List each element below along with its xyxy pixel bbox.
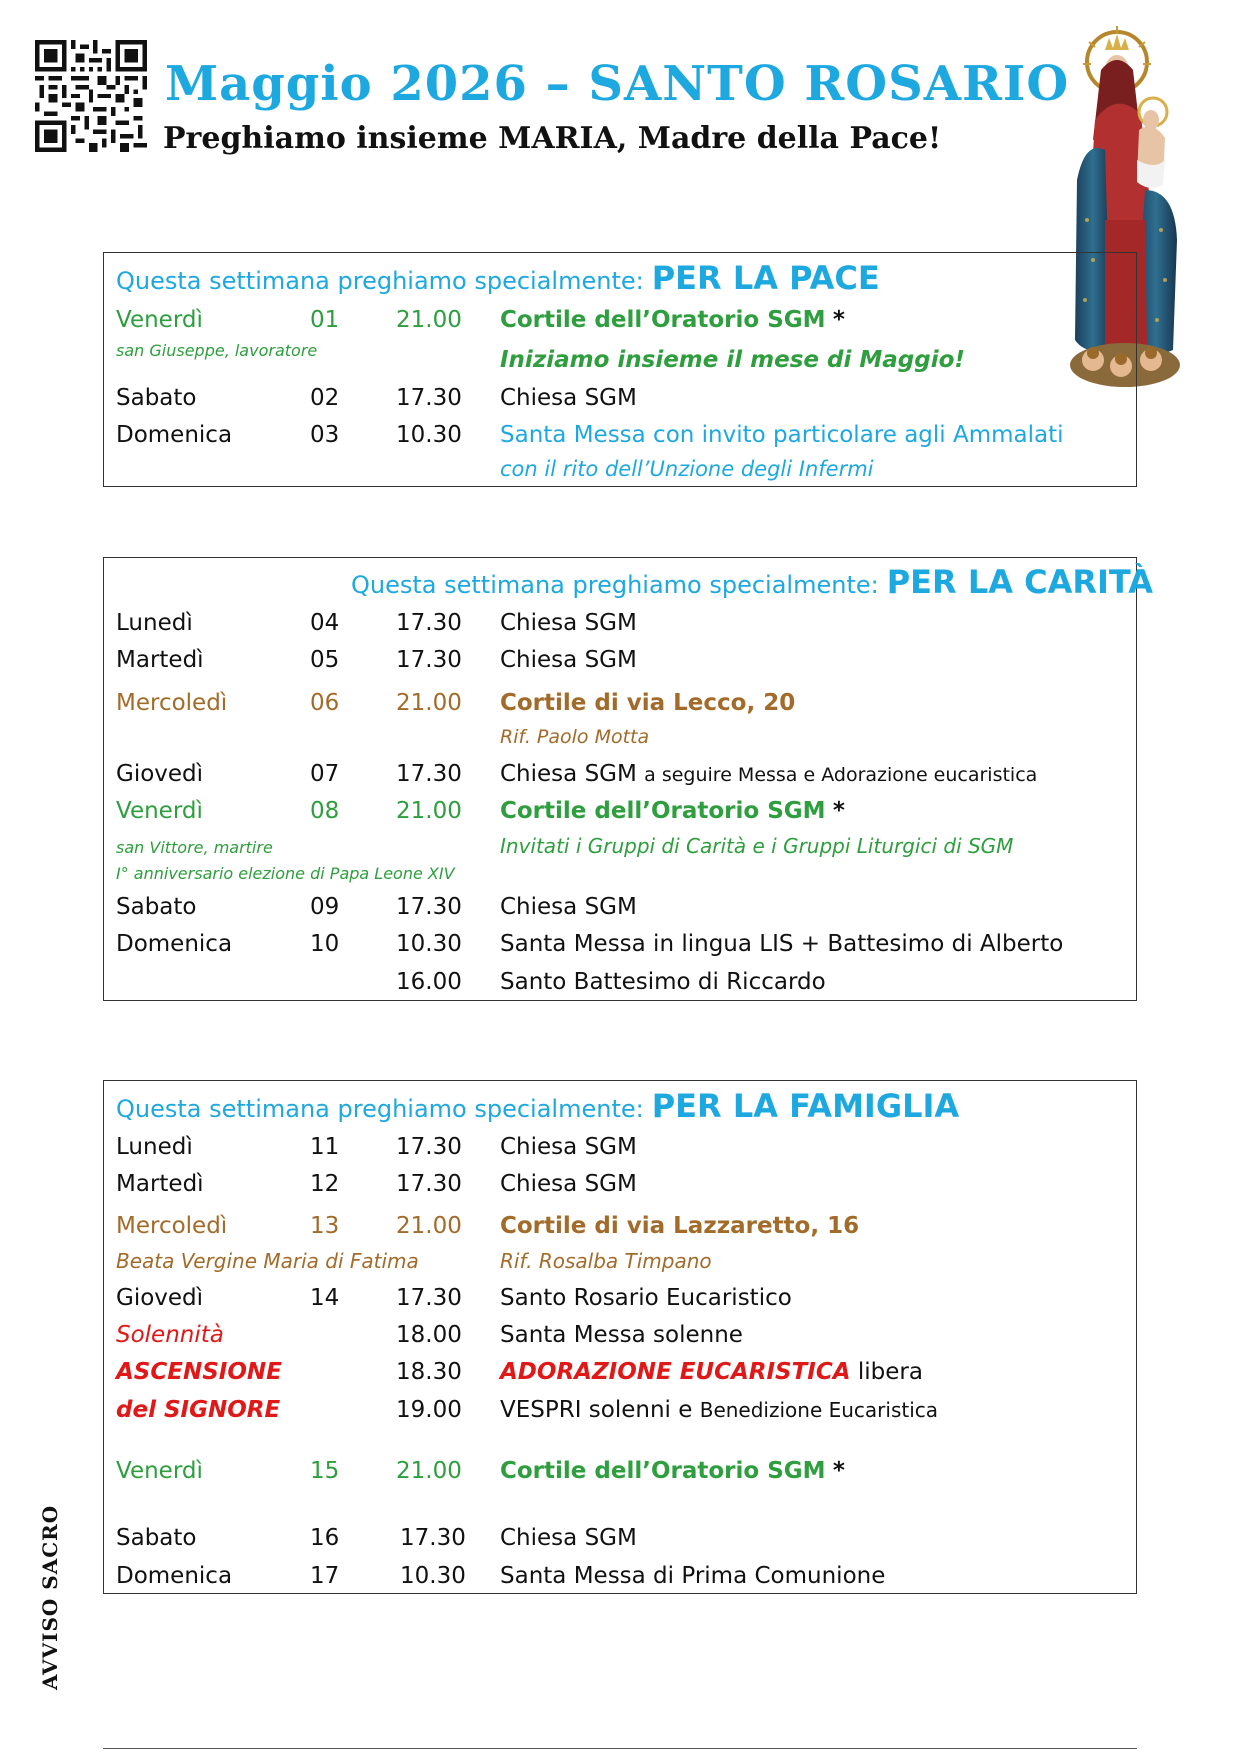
date-number: 08 <box>310 798 340 824</box>
date-number: 16 <box>310 1525 340 1551</box>
date-number: 04 <box>310 610 340 636</box>
time: 17.30 <box>400 1525 466 1551</box>
week2-row-3-extra: Rif. Paolo Motta <box>500 726 650 748</box>
page-title: Maggio 2026 – SANTO ROSARIO <box>165 56 1070 112</box>
description: Chiesa SGM <box>500 1134 637 1160</box>
time: 21.00 <box>396 1458 462 1484</box>
time: 17.30 <box>396 610 462 636</box>
time: 17.30 <box>396 761 462 787</box>
page-subtitle: Preghiamo insieme MARIA, Madre della Pace! <box>163 121 942 156</box>
day: del SIGNORE <box>116 1397 281 1423</box>
week2-row-5-note1: san Vittore, martire <box>116 838 273 857</box>
description: Cortile dell’Oratorio SGM * <box>500 307 845 333</box>
time: 21.00 <box>396 690 462 716</box>
time: 21.00 <box>396 798 462 824</box>
date-number: 05 <box>310 647 340 673</box>
description: Cortile di via Lazzaretto, 16 <box>500 1213 860 1239</box>
description: Chiesa SGM a seguire Messa e Adorazione eucaristica <box>500 761 1038 787</box>
description: Chiesa SGM <box>500 610 637 636</box>
date-number: 02 <box>310 385 340 411</box>
day: Mercoledì <box>116 690 228 716</box>
description: Chiesa SGM <box>500 647 637 673</box>
time: 18.00 <box>396 1322 462 1348</box>
day: Venerdì <box>116 307 203 333</box>
date-number: 14 <box>310 1285 340 1311</box>
time: 21.00 <box>396 1213 462 1239</box>
day: Venerdì <box>116 1458 203 1484</box>
week2-row-5-note2: I° anniversario elezione di Papa Leone XIV <box>116 864 455 883</box>
week3-row-3-extra: Rif. Rosalba Timpano <box>500 1249 712 1273</box>
date-number: 17 <box>310 1563 340 1589</box>
day: Domenica <box>116 1563 233 1589</box>
qr-code-icon <box>35 40 147 152</box>
description: VESPRI solenni e Benedizione Eucaristica <box>500 1397 939 1423</box>
day: Mercoledì <box>116 1213 228 1239</box>
time: 10.30 <box>396 931 462 957</box>
week3-row-3-note: Beata Vergine Maria di Fatima <box>116 1249 419 1273</box>
day: Giovedì <box>116 761 204 787</box>
description: Cortile dell’Oratorio SGM * <box>500 1458 845 1484</box>
time: 16.00 <box>396 969 462 995</box>
day: Lunedì <box>116 1134 193 1160</box>
description: Chiesa SGM <box>500 1171 637 1197</box>
week1-theme: PER LA PACE <box>651 259 880 297</box>
week2-intro: Questa settimana preghiamo specialmente: <box>351 571 879 599</box>
date-number: 03 <box>310 422 340 448</box>
week3-theme: PER LA FAMIGLIA <box>651 1087 960 1125</box>
time: 10.30 <box>400 1563 466 1589</box>
avviso-sacro-label: AVVISO SACRO <box>38 1504 62 1690</box>
date-number: 13 <box>310 1213 340 1239</box>
time: 17.30 <box>396 1285 462 1311</box>
day: Sabato <box>116 1525 197 1551</box>
time: 19.00 <box>396 1397 462 1423</box>
day: Sabato <box>116 385 197 411</box>
week1-row-1-note: san Giuseppe, lavoratore <box>116 341 318 360</box>
week2-header <box>351 563 1154 601</box>
description: Santa Messa di Prima Comunione <box>500 1563 886 1589</box>
day: Solennità <box>116 1322 224 1348</box>
time: 17.30 <box>396 1134 462 1160</box>
week1-row-1-extra: Iniziamo insieme il mese di Maggio! <box>500 347 965 373</box>
day: Giovedì <box>116 1285 204 1311</box>
description: Santa Messa con invito particolare agli Ammalati <box>500 422 1064 448</box>
description: Chiesa SGM <box>500 1525 637 1551</box>
description: Cortile dell’Oratorio SGM * <box>500 798 845 824</box>
description: Chiesa SGM <box>500 385 637 411</box>
date-number: 12 <box>310 1171 340 1197</box>
date-number: 11 <box>310 1134 340 1160</box>
week3-intro: Questa settimana preghiamo specialmente: <box>116 1095 644 1123</box>
day: Martedì <box>116 647 204 673</box>
description: ADORAZIONE EUCARISTICA libera <box>500 1359 923 1385</box>
day: Martedì <box>116 1171 204 1197</box>
time: 17.30 <box>396 1171 462 1197</box>
date-number: 07 <box>310 761 340 787</box>
day: Lunedì <box>116 610 193 636</box>
time: 18.30 <box>396 1359 462 1385</box>
day: Sabato <box>116 894 197 920</box>
week2-row-5-extra: Invitati i Gruppi di Carità e i Gruppi Liturgici di SGM <box>500 834 1014 858</box>
description: Santo Battesimo di Riccardo <box>500 969 826 995</box>
week1-row-3-extra: con il rito dell’Unzione degli Infermi <box>500 457 874 481</box>
date-number: 06 <box>310 690 340 716</box>
time: 17.30 <box>396 894 462 920</box>
date-number: 09 <box>310 894 340 920</box>
description: Chiesa SGM <box>500 894 637 920</box>
week1-header <box>116 259 880 297</box>
time: 10.30 <box>396 422 462 448</box>
date-number: 01 <box>310 307 340 333</box>
day: Domenica <box>116 422 233 448</box>
date-number: 15 <box>310 1458 340 1484</box>
bottom-divider <box>103 1748 1137 1749</box>
week1-intro: Questa settimana preghiamo specialmente: <box>116 267 644 295</box>
week2-theme: PER LA CARITÀ <box>886 563 1154 601</box>
description: Cortile di via Lecco, 20 <box>500 690 796 716</box>
day: ASCENSIONE <box>116 1359 282 1385</box>
time: 17.30 <box>396 647 462 673</box>
time: 17.30 <box>396 385 462 411</box>
day: Domenica <box>116 931 233 957</box>
time: 21.00 <box>396 307 462 333</box>
day: Venerdì <box>116 798 203 824</box>
week3-header <box>116 1087 960 1125</box>
description: Santa Messa in lingua LIS + Battesimo di Alberto <box>500 931 1064 957</box>
description: Santa Messa solenne <box>500 1322 743 1348</box>
date-number: 10 <box>310 931 340 957</box>
description: Santo Rosario Eucaristico <box>500 1285 792 1311</box>
